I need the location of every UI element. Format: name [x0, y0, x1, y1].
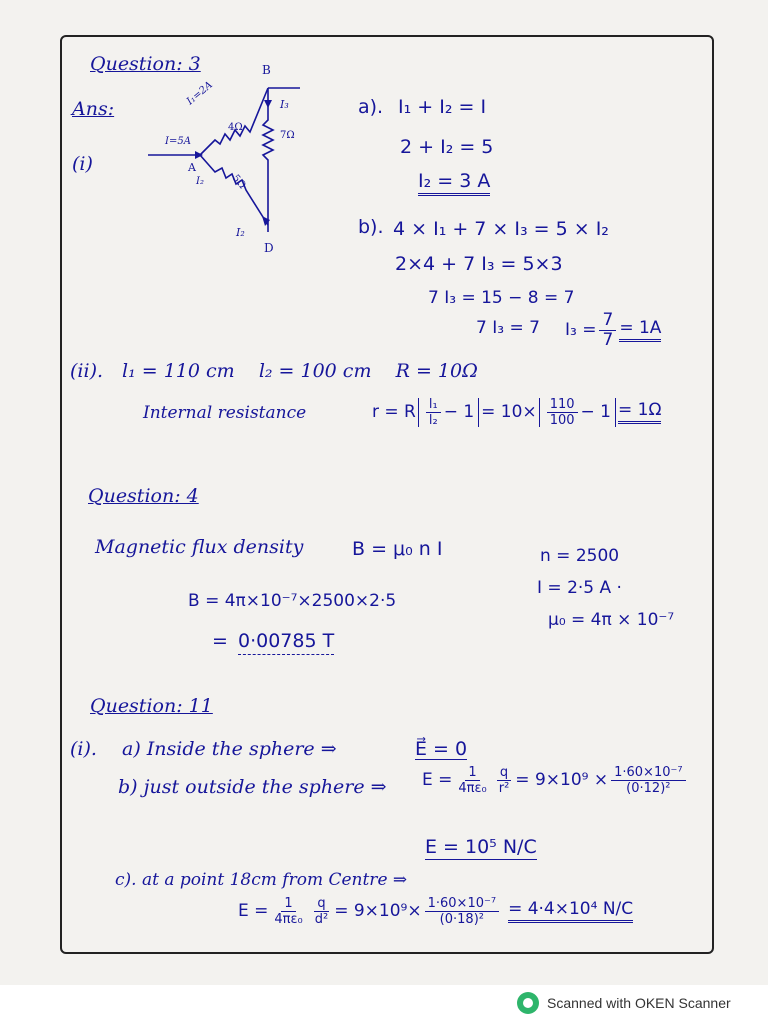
magnetic-flux-label: Magnetic flux density: [95, 536, 304, 558]
q3-b-line4: 7 I₃ = 7: [476, 318, 540, 338]
ir-eq2: = 10×: [481, 402, 537, 422]
q3-b-label: b).: [358, 216, 384, 238]
internal-resistance-label: Internal resistance: [143, 403, 307, 423]
q11-c-formula: [238, 897, 633, 926]
q11-a: a) Inside the sphere ⇒: [122, 738, 337, 760]
r5-label: 5Ω: [229, 172, 248, 192]
q3-a-line1: I₁ + I₂ = I: [398, 96, 487, 118]
q11-a-result: E⃗ = 0: [415, 738, 468, 760]
ir-minus2: − 1: [580, 402, 611, 422]
ir-frac2-den: 100: [549, 413, 575, 428]
ir-eq1: r = R: [372, 402, 416, 422]
q3-b-line5-den: 7: [602, 330, 614, 350]
resistor-5-ohm: [200, 155, 268, 225]
node-a-label: A: [188, 161, 196, 174]
q11-b-result: E = 10⁵ N/C: [425, 836, 537, 858]
q11-c-f3-den: (0·18)²: [439, 912, 484, 927]
q11-b-f2-den: r²: [498, 781, 510, 796]
q11-b-f2-num: q: [497, 766, 511, 781]
q11-b-formula: [422, 766, 689, 795]
r7-label: 7Ω: [280, 130, 295, 141]
q4-calc: B = 4π×10⁻⁷×2500×2·5: [188, 591, 397, 611]
q3-part-ii-label: (ii).: [70, 360, 104, 382]
q4-n: n = 2500: [540, 546, 620, 566]
oken-logo-icon: [517, 992, 539, 1014]
q4-mu: μ₀ = 4π × 10⁻⁷: [548, 610, 675, 630]
q11-b-f1-num: 1: [465, 766, 479, 781]
q3-b-line1: 4 × I₁ + 7 × I₃ = 5 × I₂: [393, 218, 609, 240]
q11-c-f3-num: 1·60×10⁻⁷: [425, 897, 499, 912]
resistor-7-ohm: [263, 88, 273, 225]
scanner-watermark: Scanned with OKEN Scanner: [547, 995, 731, 1011]
i2-bottom-label: I₂: [236, 226, 245, 239]
q11-heading: Question: 11: [90, 695, 213, 717]
node-d-label: D: [264, 241, 274, 255]
q3-b-line5: [565, 312, 661, 349]
q3-ii-values: l₁ = 110 cm l₂ = 100 cm R = 10Ω: [122, 360, 478, 382]
q11-c-result: = 4·4×10⁴ N/C: [508, 901, 633, 923]
i1-label: I₁=2A: [184, 79, 215, 108]
ans-label: Ans:: [72, 98, 115, 120]
q11-part-i-label: (i).: [70, 738, 97, 760]
q11-b: b) just outside the sphere ⇒: [118, 776, 387, 798]
q3-b-line5-num: 7: [599, 312, 616, 331]
circuit-diagram: [140, 60, 320, 260]
q11-b-eq2: = 9×10⁹ ×: [515, 770, 609, 790]
ir-result: = 1Ω: [618, 402, 661, 424]
q11-c-f1-den: 4πε₀: [274, 912, 303, 927]
q11-b-f3-den: (0·12)²: [626, 781, 671, 796]
q3-b-line2: 2×4 + 7 I₃ = 5×3: [395, 253, 563, 275]
q3-a-label: a).: [358, 96, 384, 118]
q4-formula: B = μ₀ n I: [352, 538, 443, 560]
q11-b-eq1: E =: [422, 770, 453, 790]
r4-label: 4Ω: [228, 122, 243, 133]
q3-b-line5a: I₃ =: [565, 320, 597, 340]
internal-resistance-formula: [372, 398, 661, 427]
q11-b-f1-den: 4πε₀: [458, 781, 487, 796]
i-total-label: I=5A: [165, 136, 191, 147]
q11-b-f3-num: 1·60×10⁻⁷: [611, 766, 685, 781]
ir-frac1-num: l₁: [426, 398, 441, 413]
i3-label: I₃: [280, 98, 289, 111]
ir-frac1-den: l₂: [428, 413, 438, 428]
ir-minus1: − 1: [443, 402, 475, 422]
q3-a-line3: I₂ = 3 A: [418, 172, 490, 196]
q4-heading: Question: 4: [88, 485, 199, 507]
q4-result-eq: =: [212, 630, 228, 652]
q3-heading: Question: 3: [90, 53, 201, 75]
q11-c-eq1: E =: [238, 901, 269, 921]
q3-a-line2: 2 + I₂ = 5: [400, 136, 494, 158]
q11-c: c). at a point 18cm from Centre ⇒: [115, 870, 408, 890]
q11-c-f2-num: q: [314, 897, 328, 912]
q3-b-line3: 7 I₃ = 15 − 8 = 7: [428, 288, 575, 308]
q3-b-line5b: = 1A: [619, 320, 661, 342]
q11-c-f2-den: d²: [314, 912, 329, 927]
q11-c-eq2: = 9×10⁹×: [334, 901, 422, 921]
i2-label: I₂: [196, 176, 204, 187]
q3-part-i-label: (i): [72, 153, 93, 175]
q11-c-f1-num: 1: [281, 897, 295, 912]
arrow-icon: [264, 100, 272, 108]
ir-frac2-num: 110: [547, 398, 578, 413]
node-b-label: B: [262, 63, 271, 77]
q4-result: 0·00785 T: [238, 632, 334, 655]
q4-current: I = 2·5 A ·: [537, 578, 622, 598]
